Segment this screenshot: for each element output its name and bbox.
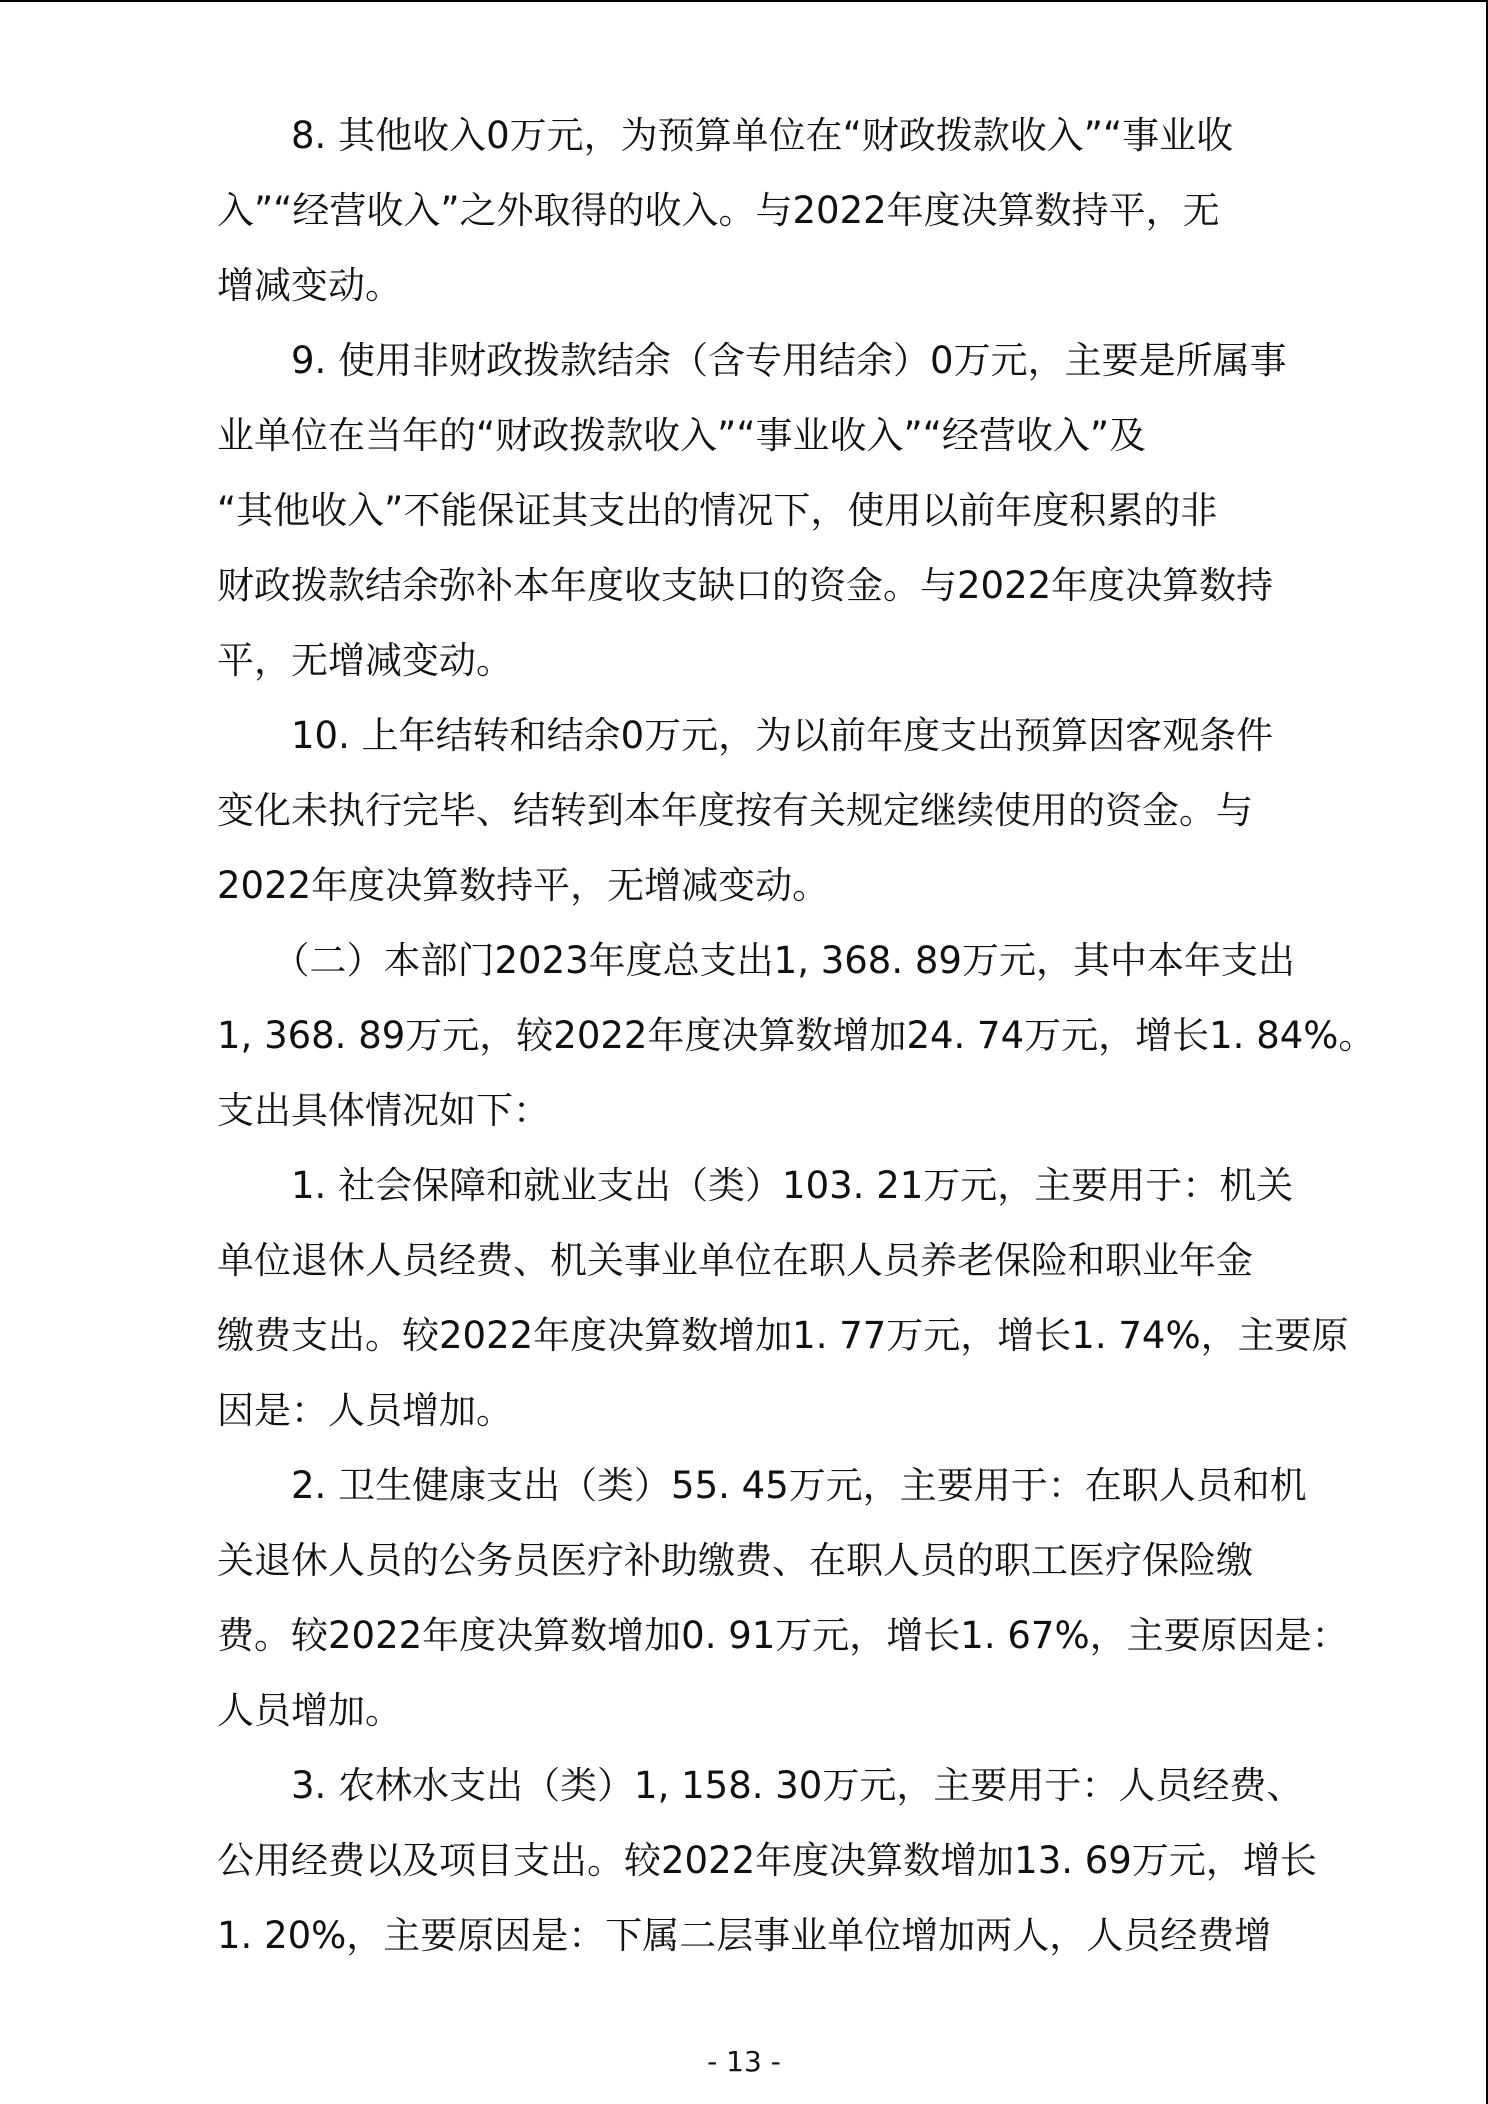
text-line: 单位退休人员经费、机关事业单位在职人员养老保险和职业年金 xyxy=(217,1239,1253,1282)
body-text xyxy=(217,98,1376,1973)
text-line: 2. 卫生健康支出（类）55. 45万元，主要用于：在职人员和机 xyxy=(217,1464,1307,1507)
text-line: “其他收入”不能保证其支出的情况下，使用以前年度积累的非 xyxy=(217,489,1218,532)
text-line: 人员增加。 xyxy=(217,1689,402,1732)
text-line: 10. 上年结转和结余0万元，为以前年度支出预算因客观条件 xyxy=(217,714,1274,757)
text-line: 平，无增减变动。 xyxy=(217,639,513,682)
text-line: 3. 农林水支出（类）1, 158. 30万元，主要用于：人员经费、 xyxy=(217,1764,1304,1807)
text-line: 关退休人员的公务员医疗补助缴费、在职人员的职工医疗保险缴 xyxy=(217,1539,1253,1582)
text-line: 增减变动。 xyxy=(217,264,402,307)
text-line: （二）本部门2023年度总支出1, 368. 89万元，其中本年支出 xyxy=(217,939,1295,982)
text-line: 缴费支出。较2022年度决算数增加1. 77万元，增长1. 74%，主要原 xyxy=(217,1314,1349,1357)
page-number: - 13 - xyxy=(707,2045,781,2078)
text-line: 费。较2022年度决算数增加0. 91万元，增长1. 67%，主要原因是： xyxy=(217,1614,1349,1657)
text-line: 变化未执行完毕、结转到本年度按有关规定继续使用的资金。与 xyxy=(217,789,1253,832)
text-line: 8. 其他收入0万元，为预算单位在“财政拨款收入”“事业收 xyxy=(217,114,1234,157)
text-line: 入”“经营收入”之外取得的收入。与2022年度决算数持平，无 xyxy=(217,189,1220,232)
text-line: 财政拨款结余弥补本年度收支缺口的资金。与2022年度决算数持 xyxy=(217,564,1274,607)
text-line: 支出具体情况如下： xyxy=(217,1089,550,1132)
text-line: 业单位在当年的“财政拨款收入”“事业收入”“经营收入”及 xyxy=(217,414,1147,457)
text-line: 1. 20%，主要原因是：下属二层事业单位增加两人，人员经费增 xyxy=(217,1914,1272,1957)
text-line: 公用经费以及项目支出。较2022年度决算数增加13. 69万元，增长 xyxy=(217,1839,1317,1882)
text-line: 因是：人员增加。 xyxy=(217,1389,513,1432)
text-line: 1, 368. 89万元，较2022年度决算数增加24. 74万元，增长1. 84%。 xyxy=(217,1014,1376,1057)
text-line: 9. 使用非财政拨款结余（含专用结余）0万元，主要是所属事 xyxy=(217,339,1287,382)
text-line: 1. 社会保障和就业支出（类）103. 21万元，主要用于：机关 xyxy=(217,1164,1294,1207)
text-line: 2022年度决算数持平，无增减变动。 xyxy=(217,864,830,907)
